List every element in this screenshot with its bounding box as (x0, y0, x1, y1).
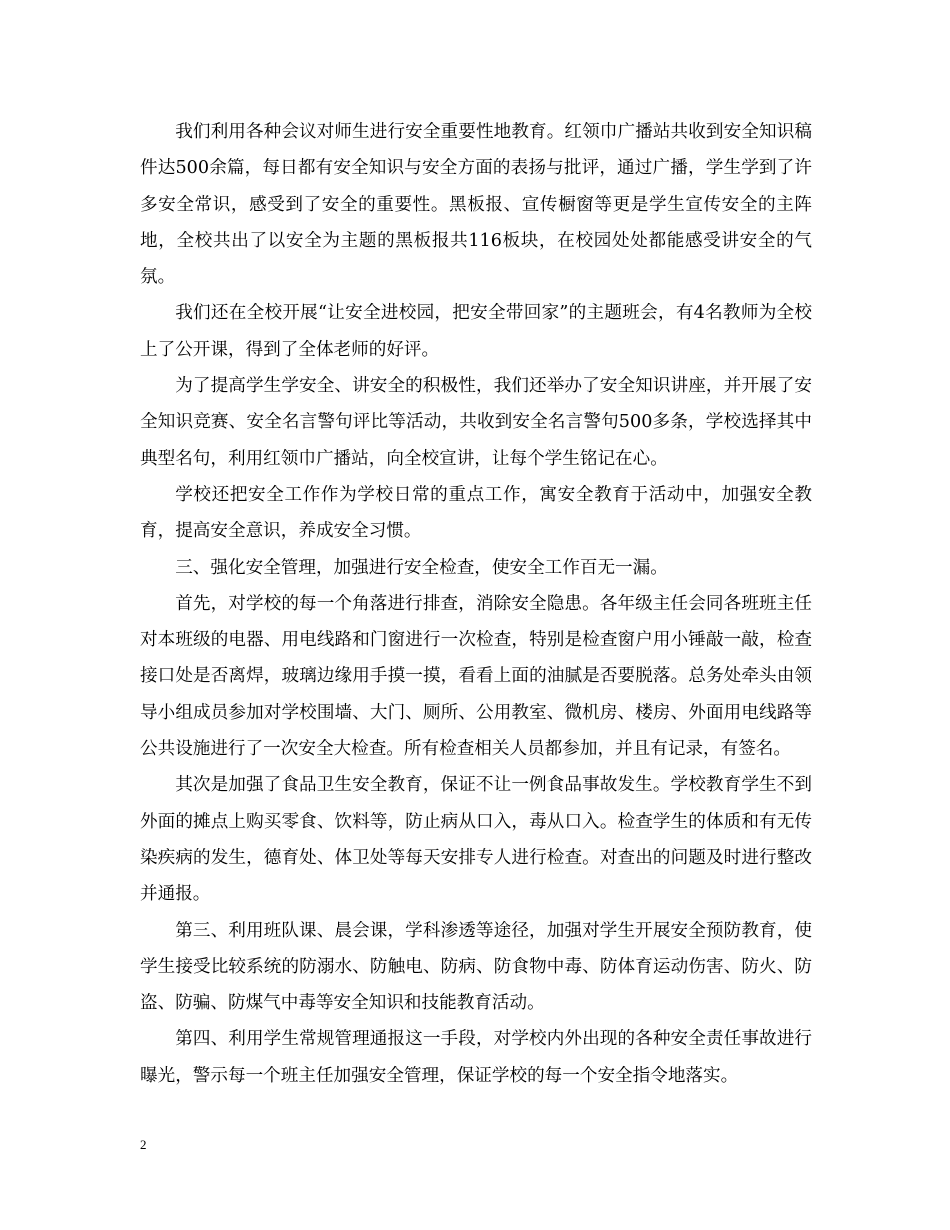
paragraph: 为了提高学生学安全、讲安全的积极性，我们还举办了安全知识讲座，并开展了安全知识竞赛、安全名言警句评比等活动，共收到安全名言警句500多条，学校选择其中典型名句，利用红领巾广播站，向全校宣讲，让每个学生铭记在心。 (140, 376, 812, 469)
paragraph: 首先，对学校的每一个角落进行排查，消除安全隐患。各年级主任会同各班班主任对本班级的电器、用电线路和门窗进行一次检查，特别是检查窗户用小锤敲一敲，检查接口处是否离焊，玻璃边缘用手摸一摸，看看上面的油腻是否要脱落。总务处牵头由领导小组成员参加对学校围墙、大门、厕所、公用教室、微机房、楼房、外面用电线路等公共设施进行了一次安全大检查。所有检查相关人员都参加，并且有记录，有签名。 (140, 593, 812, 760)
paragraph: 第三、利用班队课、晨会课，学科渗透等途径，加强对学生开展安全预防教育，使学生接受比较系统的防溺水、防触电、防病、防食物中毒、防体育运动伤害、防火、防盗、防骗、防煤气中毒等安全知识和技能教育活动。 (140, 920, 812, 1014)
paragraph: 学校还把安全工作作为学校日常的重点工作，寓安全教育于活动中，加强安全教育，提高安全意识，养成安全习惯。 (140, 484, 812, 542)
paragraph: 第四、利用学生常规管理通报这一手段，对学校内外出现的各种安全责任事故进行曝光，警示每一个班主任加强安全管理，保证学校的每一个安全指令地落实。 (140, 1029, 812, 1086)
paragraph: 其次是加强了食品卫生安全教育，保证不让一例食品事故发生。学校教育学生不到外面的摊点上购买零食、饮料等，防止病从口入，毒从口入。检查学生的体质和有无传染疾病的发生，德育处、体卫处等每天安排专人进行检查。对查出的问题及时进行整改并通报。 (140, 775, 812, 905)
paragraph: 我们利用各种会议对师生进行安全重要性地教育。红领巾广播站共收到安全知识稿件达500余篇，每日都有安全知识与安全方面的表扬与批评，通过广播，学生学到了许多安全常识，感受到了安全的重要性。黑板报、宣传橱窗等更是学生宣传安全的主阵地，全校共出了以安全为主题的黑板报共116板块，在校园处处都能感受讲安全的气氛。 (140, 122, 812, 288)
page-number: 2 (140, 1137, 147, 1152)
document-body (140, 114, 812, 1094)
paragraph: 我们还在全校开展“让安全进校园，把安全带回家”的主题班会，有4名教师为全校上了公开课，得到了全体老师的好评。 (140, 303, 812, 360)
section-heading: 三、强化安全管理，加强进行安全检查，使安全工作百无一漏。 (175, 557, 668, 578)
